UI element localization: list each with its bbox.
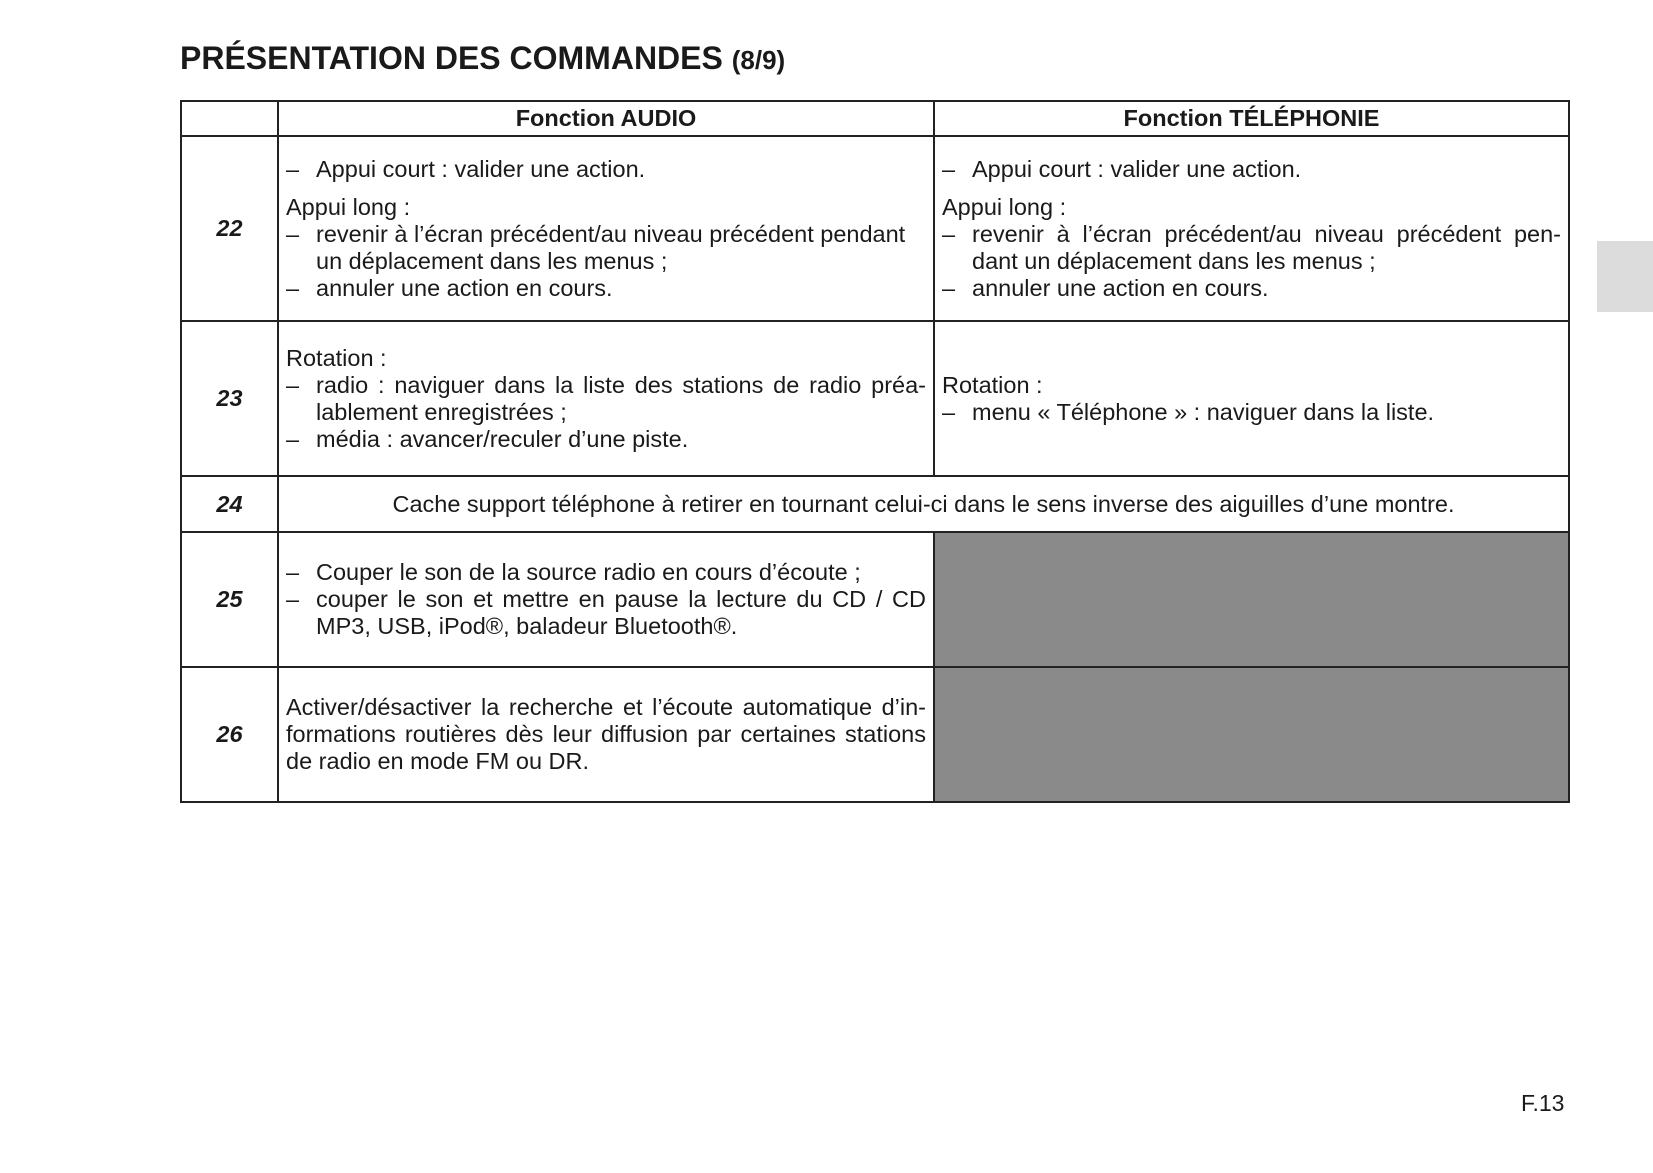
list-item: – radio : naviguer dans la liste des stations de radio préa-lablement enregistrées ; [286, 372, 926, 426]
header-number [181, 101, 278, 136]
row-number: 24 [181, 476, 278, 532]
page-title [180, 40, 785, 77]
list-item: – Appui court : valider une action. [286, 156, 926, 183]
list-item: – Appui court : valider une action. [942, 156, 1561, 183]
list-item: – menu « Téléphone » : naviguer dans la liste. [942, 399, 1561, 426]
table-row [181, 532, 1569, 667]
side-tab-marker [1597, 241, 1653, 312]
table-row [181, 476, 1569, 532]
merged-cell: Cache support téléphone à retirer en tournant celui-ci dans le sens inverse des aiguilles d’une montre. [278, 476, 1569, 532]
header-audio: Fonction AUDIO [278, 101, 934, 136]
cell-intro: Appui long : [942, 193, 1067, 220]
list-item: – média : avancer/reculer d’une piste. [286, 426, 926, 453]
table-row [181, 136, 1569, 321]
list-item: – annuler une action en cours. [942, 275, 1561, 302]
audio-cell [278, 532, 934, 667]
page-title-text: PRÉSENTATION DES COMMANDES [180, 40, 723, 76]
row-number: 23 [181, 321, 278, 476]
commands-table [180, 100, 1570, 803]
header-telephone: Fonction TÉLÉPHONIE [934, 101, 1569, 136]
cell-text: Activer/désactiver la recherche et l’écoute automatique d’in-formations routières dès leur diffusion par certaines stations de radio en mode FM ou DR. [286, 694, 926, 774]
cell-intro: Rotation : [286, 344, 387, 371]
table-header-row [181, 101, 1569, 136]
cell-intro: Rotation : [942, 371, 1043, 398]
telephone-cell-shaded [934, 532, 1569, 667]
telephone-cell [934, 136, 1569, 321]
list-item: – revenir à l’écran précédent/au niveau précédent pen-dant un déplacement dans les menus ; [942, 221, 1561, 275]
page-number: F.13 [1521, 1090, 1565, 1116]
audio-cell [278, 667, 934, 802]
row-number: 26 [181, 667, 278, 802]
audio-cell [278, 136, 934, 321]
telephone-cell-shaded [934, 667, 1569, 802]
page-subtitle: (8/9) [731, 45, 786, 75]
table-row [181, 667, 1569, 802]
list-item: – revenir à l’écran précédent/au niveau précédent pendant un déplacement dans les menus ; [286, 221, 926, 275]
row-number: 25 [181, 532, 278, 667]
row-number: 22 [181, 136, 278, 321]
cell-intro: Appui long : [286, 193, 411, 220]
table-row [181, 321, 1569, 476]
telephone-cell [934, 321, 1569, 476]
list-item: – Couper le son de la source radio en cours d’écoute ; [286, 559, 926, 586]
audio-cell [278, 321, 934, 476]
list-item: – couper le son et mettre en pause la lecture du CD / CD MP3, USB, iPod®, baladeur Bluetooth®. [286, 586, 926, 640]
list-item: – annuler une action en cours. [286, 275, 926, 302]
